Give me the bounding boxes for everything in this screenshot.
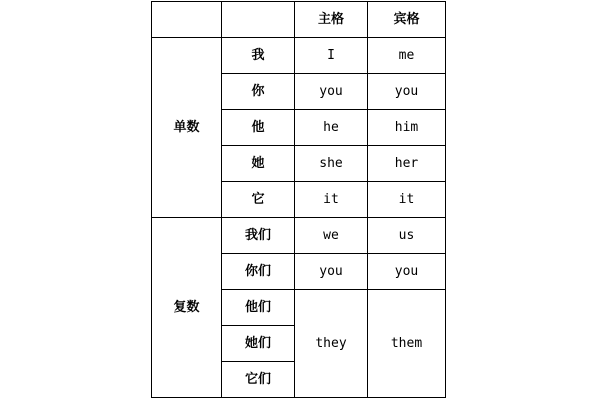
header-subject-case: 主格: [295, 2, 368, 38]
pronoun-cn: 我们: [222, 218, 295, 254]
header-blank-group: [152, 2, 222, 38]
pronoun-cn: 它们: [222, 362, 295, 398]
object-form-merged: them: [368, 290, 446, 398]
object-form: you: [368, 74, 446, 110]
header-row: [152, 2, 446, 38]
pronoun-cn: 它: [222, 182, 295, 218]
table-row: [152, 218, 446, 254]
object-form: you: [368, 254, 446, 290]
object-form: him: [368, 110, 446, 146]
pronoun-cn: 我: [222, 38, 295, 74]
pronoun-cn: 你们: [222, 254, 295, 290]
object-form: it: [368, 182, 446, 218]
object-form: me: [368, 38, 446, 74]
subject-form: she: [295, 146, 368, 182]
pronoun-cn: 她们: [222, 326, 295, 362]
header-object-case: 宾格: [368, 2, 446, 38]
subject-form: we: [295, 218, 368, 254]
header-blank-pronoun: [222, 2, 295, 38]
subject-form-merged: they: [295, 290, 368, 398]
object-form: us: [368, 218, 446, 254]
subject-form: I: [295, 38, 368, 74]
subject-form: you: [295, 74, 368, 110]
subject-form: he: [295, 110, 368, 146]
pronoun-cn: 他们: [222, 290, 295, 326]
object-form: her: [368, 146, 446, 182]
subject-form: it: [295, 182, 368, 218]
group-label-plural: 复数: [152, 218, 222, 398]
pronoun-cn: 你: [222, 74, 295, 110]
subject-form: you: [295, 254, 368, 290]
pronoun-table: [151, 1, 446, 398]
pronoun-cn: 她: [222, 146, 295, 182]
group-label-singular: 单数: [152, 38, 222, 218]
table-row: [152, 38, 446, 74]
pronoun-cn: 他: [222, 110, 295, 146]
